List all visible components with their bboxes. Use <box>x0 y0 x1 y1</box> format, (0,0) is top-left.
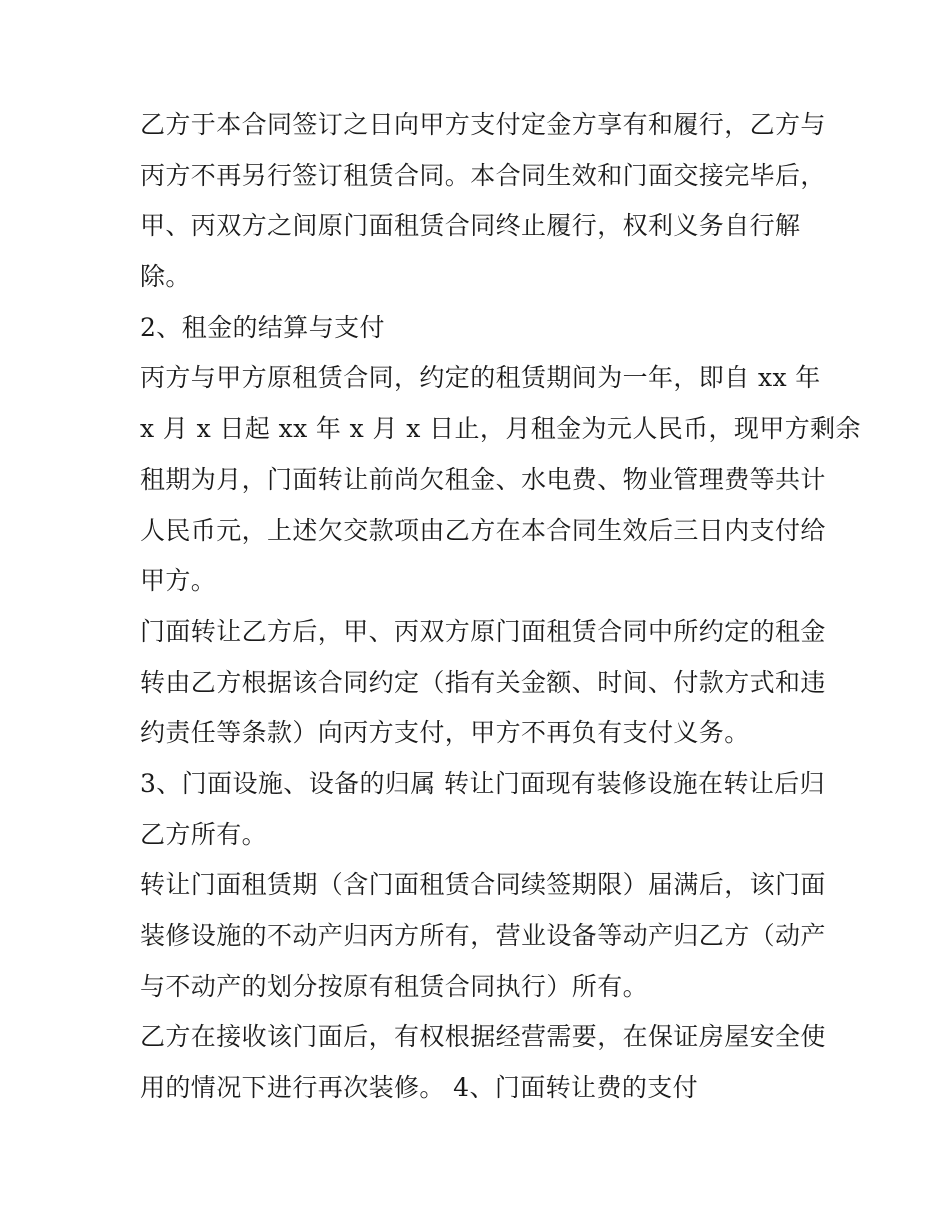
text-line: 甲、丙双方之间原门面租赁合同终止履行，权利义务自行解 <box>140 211 801 241</box>
paragraph-deposit-termination <box>140 100 826 303</box>
section-heading-rent-settlement <box>140 303 820 354</box>
paragraph-renovation-rights <box>140 1012 826 1113</box>
text-line: 甲方。 <box>140 566 217 596</box>
text-line: 乙方于本合同签订之日向甲方支付定金方享有和履行，乙方与 <box>140 110 826 139</box>
text-line: 用的情况下进行再次装修。 4、门面转让费的支付 <box>140 1073 699 1103</box>
text-line: 租期为月，门面转让前尚欠租金、水电费、物业管理费等共计 <box>140 464 826 494</box>
document-body <box>140 100 861 1114</box>
text-line: 转让门面租赁期（含门面租赁合同续签期限）届满后，该门面 <box>140 870 826 900</box>
text-line: 门面转让乙方后，甲、丙双方原门面租赁合同中所约定的租金 <box>140 616 826 646</box>
text-line: 约责任等条款）向丙方支付，甲方不再负有支付义务。 <box>140 718 750 748</box>
text-line: 丙方与甲方原租赁合同，约定的租赁期间为一年，即自 xx 年 <box>140 363 821 393</box>
text-line: 转由乙方根据该合同约定（指有关金额、时间、付款方式和违 <box>140 667 826 697</box>
text-line: 乙方在接收该门面后，有权根据经营需要，在保证房屋安全使 <box>140 1022 826 1052</box>
section-heading-facilities-ownership <box>140 759 826 860</box>
text-line: x 月 x 日起 xx 年 x 月 x 日止，月租金为元人民币，现甲方剩余 <box>140 414 861 444</box>
text-line: 乙方所有。 <box>140 819 268 849</box>
section-heading: 3、门面设施、设备的归属 转让门面现有装修设施在转让后归 <box>140 768 826 798</box>
section-heading: 2、租金的结算与支付 <box>140 312 385 342</box>
text-line: 与不动产的划分按原有租赁合同执行）所有。 <box>140 971 649 1001</box>
paragraph-lease-terms <box>140 353 861 606</box>
text-line: 除。 <box>140 262 191 292</box>
paragraph-rent-transfer <box>140 607 826 759</box>
text-line: 丙方不再另行签订租赁合同。本合同生效和门面交接完毕后， <box>140 160 826 190</box>
text-line: 装修设施的不动产归丙方所有，营业设备等动产归乙方（动产 <box>140 921 826 950</box>
text-line: 人民币元，上述欠交款项由乙方在本合同生效后三日内支付给 <box>140 515 826 545</box>
paragraph-lease-expiry-ownership <box>140 860 826 1012</box>
